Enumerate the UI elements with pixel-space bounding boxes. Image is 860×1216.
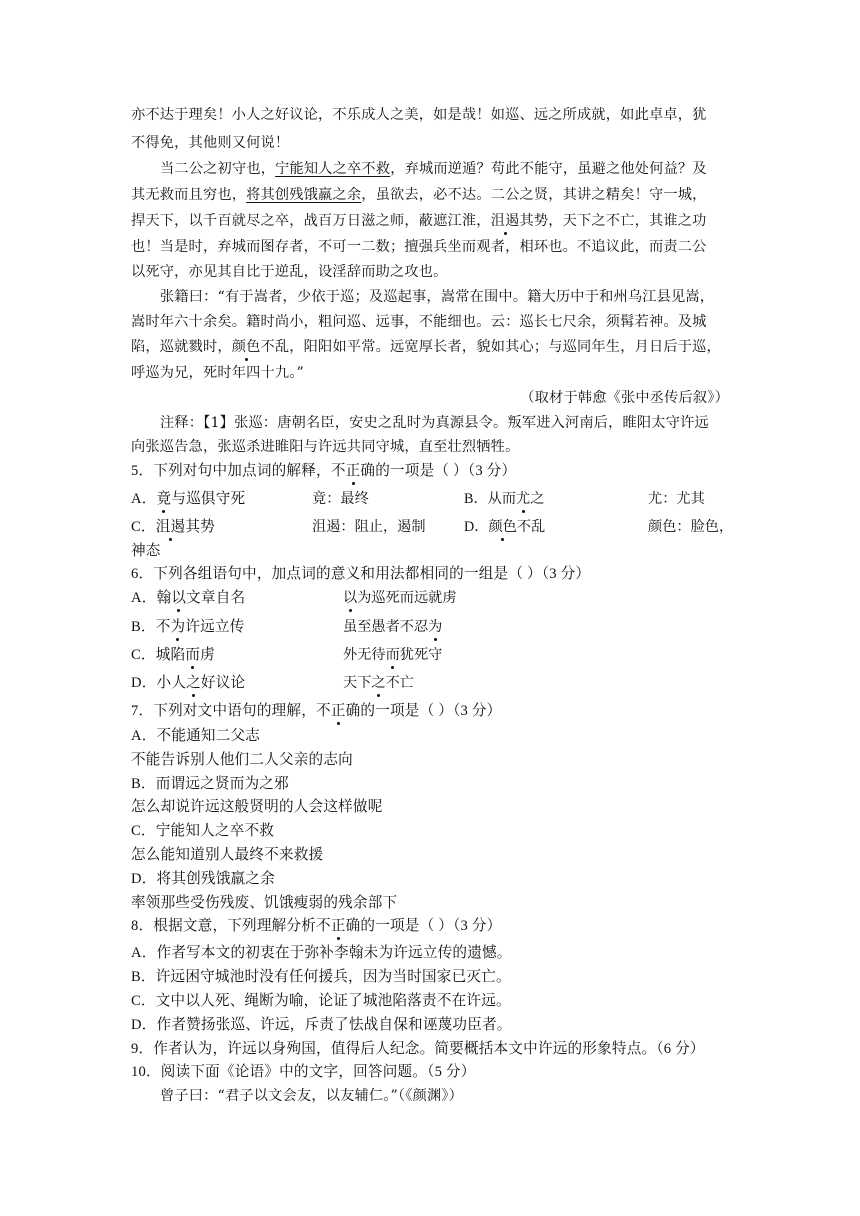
passage-line: 陷，巡就戮时，颜色不乱，阳阳如平常。远宽厚长者，貌如其心；与巡同年生，月日后于巡， [131,339,721,355]
question-9-stem: 9．作者认为，许远以身殉国，值得后人纪念。简要概括本文中许远的形象特点。（6 分） [131,1041,705,1057]
q6-option-c[interactable]: C．城陷而虏 [131,647,215,663]
question-6-stem: 6．下列各组语句中，加点词的意义和用法都相同的一组是（ ）（3 分） [131,566,591,582]
q7-option-d[interactable]: D．将其创残饿羸之余 [131,871,275,887]
q5-option-a-definition: 竟：最终 [312,491,369,507]
q5-option-d-definition-cont: 神态 [131,543,161,559]
source-citation: （取材于韩愈《张中丞传后叙》） [520,390,729,406]
q8-option-c[interactable]: C．文中以人死、绳断为喻，论证了城池陷落责不在许远。 [131,993,511,1009]
passage-line: 以死守，亦见其自比于逆乱，设淫辞而助之攻也。 [131,264,448,280]
passage-line: 不得免，其他则又何说！ [131,135,290,151]
question-8-stem: 8．根据文意，下列理解分析不正确的一项是（ ）（3 分） [131,918,502,934]
q5-option-c-definition: 沮遏：阻止，遏制 [312,519,426,535]
q5-option-a[interactable]: A．竟与巡俱守死 [131,491,246,507]
question-7-stem: 7．下列对文中语句的理解，不正确的一项是（ ）（3 分） [131,703,502,719]
passage-line: 亦不达于理矣！小人之好议论，不乐成人之美，如是哉！如巡、远之所成就，如此卓卓，犹 [131,107,707,123]
footnote: 注释：【1】张巡：唐朝名臣，安史之乱时为真源县令。叛军进入河南后，睢阳太守许远 [160,415,709,431]
q7-option-b-translation: 怎么却说许远这般贤明的人会这样做呢 [131,799,383,815]
passage-line: 当二公之初守也，宁能知人之卒不救，弃城而逆遁？苟此不能守，虽避之他处何益？及 [160,161,707,177]
underlined-phrase: 将其创残饿羸之余 [246,187,362,203]
q5-option-b-definition: 尤：尤其 [648,491,705,507]
q6-option-d-pair: 天下之不亡 [343,675,414,691]
q6-option-b[interactable]: B．不为许远立传 [131,619,245,635]
passage-line: 嵩时年六十余矣。籍时尚小，粗问巡、远事，不能细也。云：巡长七尺余，须髯若神。及城 [131,314,707,330]
q7-option-a-translation: 不能告诉别人他们二人父亲的志向 [131,752,353,768]
passage-line: 其无救而且穷也，将其创残饿羸之余，虽欲去，必不达。二公之贤，其讲之精矣！守一城， [131,187,707,203]
question-10-stem: 10．阅读下面《论语》中的文字，回答问题。（5 分） [131,1064,476,1080]
lunyu-quote: 曾子曰：“君子以文会友，以友辅仁。”（《颜渊》） [160,1088,464,1104]
q8-option-b[interactable]: B．许远困守城池时没有任何援兵，因为当时国家已灭亡。 [131,969,511,985]
question-5-stem: 5．下列对句中加点词的解释，不正确的一项是（ ）（3 分） [131,463,517,479]
q5-option-b[interactable]: B．从而尤之 [464,491,545,507]
dotted-word: 颜色 [231,339,261,355]
q7-option-c-translation: 怎么能知道别人最终不来救援 [131,847,324,863]
q7-option-a[interactable]: A．不能通知二父志 [131,728,261,744]
q7-option-c[interactable]: C．宁能知人之卒不救 [131,823,275,839]
dotted-word: 沮遏 [490,213,520,229]
q8-option-d[interactable]: D．作者赞扬张巡、许远，斥责了怯战自保和诬蔑功臣者。 [131,1017,512,1033]
q6-option-a[interactable]: A．翰以文章自名 [131,590,246,606]
underlined-phrase: 宁能知人之卒不救 [275,161,391,177]
passage-line: 也！当是时，弃城而图存者，不可一二数；擅强兵坐而观者，相环也。不追议此，而责二公 [131,239,707,255]
q6-option-c-pair: 外无待而犹死守 [343,647,443,663]
q6-option-a-pair: 以为巡死而远就虏 [343,590,457,606]
q7-option-b[interactable]: B．而谓远之贤而为之邪 [131,776,289,792]
q7-option-d-translation: 率领那些受伤残废、饥饿瘦弱的残余部下 [131,895,398,911]
q6-option-b-pair: 虽至愚者不忍为 [343,619,443,635]
passage-line: 呼巡为兄，死时年四十九。” [131,365,305,381]
q5-option-c[interactable]: C．沮遏其势 [131,519,215,535]
q5-option-d[interactable]: D．颜色不乱 [464,519,546,535]
passage-line: 张籍曰：“有于嵩者，少依于巡；及巡起事，嵩常在围中。籍大历中于和州乌江县见嵩， [160,289,715,305]
q6-option-d[interactable]: D．小人之好议论 [131,675,246,691]
passage-line: 捍天下，以千百就尽之卒，战百万日滋之师，蔽遮江淮，沮遏其势，天下之不亡，其谁之功 [131,213,707,229]
footnote: 向张巡告急，张巡杀进睢阳与许远共同守城，直至壮烈牺牲。 [131,439,520,455]
q5-option-d-definition: 颜色：脸色， [648,519,734,535]
q8-option-a[interactable]: A．作者写本文的初衷在于弥补李翰未为许远立传的遗憾。 [131,945,512,961]
